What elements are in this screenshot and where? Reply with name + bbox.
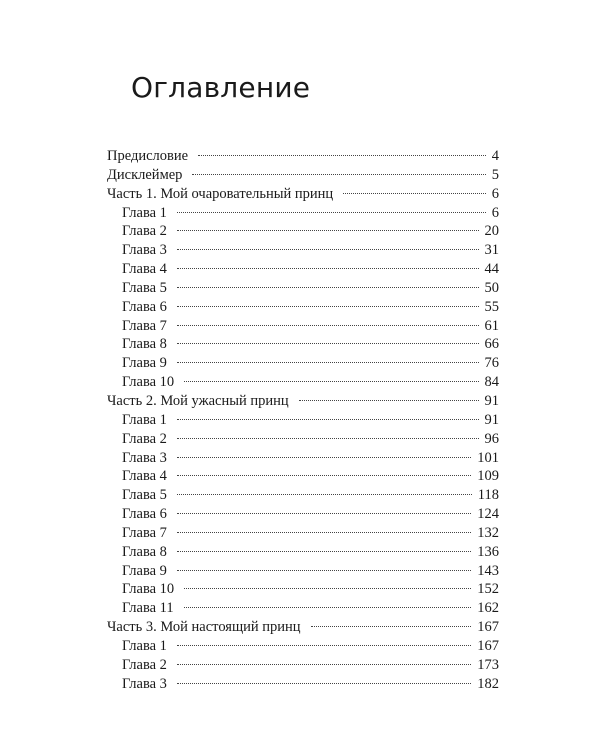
toc-entry-page-number: 44 [484,261,499,278]
toc-dot-leader [177,513,471,514]
toc-entry-label: Глава 9 [122,355,167,372]
toc-entry-chapter[interactable] [107,580,499,599]
toc-entry-label: Часть 2. Мой ужасный принц [107,392,289,409]
toc-entry-chapter[interactable] [107,354,499,373]
toc-entry-chapter[interactable] [107,524,499,543]
toc-dot-leader [177,475,471,476]
toc-entry-page-number: 6 [491,185,499,202]
toc-entry-page-number: 124 [477,506,499,523]
toc-entry-label: Глава 10 [122,581,175,598]
toc-dot-leader [177,419,479,420]
toc-entry-page-number: 66 [484,336,499,353]
toc-entry-label: Глава 4 [122,261,167,278]
toc-dot-leader [177,664,471,665]
toc-entry-chapter[interactable] [107,599,499,618]
toc-entry-label: Глава 8 [122,543,167,560]
toc-entry-part[interactable] [107,185,499,204]
toc-entry-label: Глава 2 [122,656,167,673]
toc-dot-leader [177,325,479,326]
toc-entry-label: Предисловие [107,148,189,164]
toc-entry-page-number: 162 [477,600,499,617]
toc-entry-page-number: 182 [477,675,499,692]
toc-entry-chapter[interactable] [107,317,499,336]
toc-entry-page-number: 143 [477,562,499,579]
toc-entry-page-number: 167 [477,619,499,636]
toc-entry-label: Дисклеймер [107,166,183,183]
toc-entry-page-number: 173 [477,656,499,673]
toc-entry-label: Глава 3 [122,675,167,692]
toc-entry-part[interactable] [107,166,499,185]
toc-entry-page-number: 61 [484,317,499,334]
toc-entry-chapter[interactable] [107,260,499,279]
toc-entry-label: Глава 10 [122,374,175,391]
toc-entry-label: Глава 7 [122,524,167,541]
toc-dot-leader [192,174,485,175]
toc-dot-leader [343,193,486,194]
toc-dot-leader [177,551,471,552]
toc-entry-page-number: 167 [477,637,499,654]
toc-entry-label: Глава 2 [122,430,167,447]
toc-entry-part[interactable] [107,147,499,166]
toc-dot-leader [184,381,478,382]
toc-entry-label: Глава 1 [122,204,167,221]
toc-dot-leader [177,494,472,495]
toc-entry-label: Глава 6 [122,298,167,315]
toc-entry-page-number: 50 [484,279,499,296]
toc-dot-leader [184,607,472,608]
toc-entry-page-number: 31 [484,242,499,259]
toc-entry-page-number: 91 [484,411,499,428]
toc-dot-leader [184,588,471,589]
toc-entry-label: Глава 6 [122,506,167,523]
toc-entry-page-number: 91 [484,392,499,409]
toc-list [107,147,499,693]
toc-entry-part[interactable] [107,618,499,637]
toc-entry-label: Глава 1 [122,411,167,428]
toc-entry-label: Глава 2 [122,223,167,240]
toc-entry-chapter[interactable] [107,373,499,392]
toc-dot-leader [177,306,479,307]
toc-entry-label: Часть 1. Мой очаровательный принц [107,185,334,202]
toc-dot-leader [177,249,479,250]
toc-entry-chapter[interactable] [107,486,499,505]
toc-entry-page-number: 20 [484,223,499,240]
toc-entry-label: Глава 8 [122,336,167,353]
toc-entry-page-number: 101 [477,449,499,466]
toc-entry-chapter[interactable] [107,279,499,298]
toc-entry-chapter[interactable] [107,222,499,241]
toc-entry-label: Глава 1 [122,637,167,654]
toc-entry-part[interactable] [107,392,499,411]
toc-entry-page-number: 5 [491,166,499,183]
toc-entry-label: Глава 11 [122,600,174,617]
toc-entry-chapter[interactable] [107,411,499,430]
toc-entry-chapter[interactable] [107,505,499,524]
toc-entry-chapter[interactable] [107,637,499,656]
toc-entry-page-number: 152 [477,581,499,598]
toc-entry-label: Глава 7 [122,317,167,334]
toc-dot-leader [177,212,486,213]
toc-entry-page-number: 84 [484,374,499,391]
toc-entry-chapter[interactable] [107,241,499,260]
toc-entry-label: Глава 9 [122,562,167,579]
toc-title: Оглавление [131,71,311,104]
toc-entry-label: Глава 3 [122,449,167,466]
toc-dot-leader [177,683,471,684]
toc-dot-leader [177,645,471,646]
toc-entry-label: Глава 5 [122,487,167,504]
toc-dot-leader [177,457,471,458]
toc-entry-chapter[interactable] [107,562,499,581]
toc-entry-label: Глава 4 [122,468,167,485]
toc-entry-chapter[interactable] [107,298,499,317]
toc-entry-page-number: 132 [477,524,499,541]
toc-dot-leader [299,400,479,401]
toc-entry-chapter[interactable] [107,430,499,449]
toc-dot-leader [177,362,479,363]
toc-entry-label: Часть 3. Мой настоящий принц [107,619,301,636]
toc-entry-page-number: 96 [484,430,499,447]
toc-entry-label: Глава 5 [122,279,167,296]
toc-entry-page-number: 136 [477,543,499,560]
toc-entry-chapter[interactable] [107,335,499,354]
toc-entry-chapter[interactable] [107,204,499,223]
toc-dot-leader [311,626,472,627]
toc-entry-page-number: 76 [484,355,499,372]
toc-entry-page-number: 118 [477,487,499,504]
toc-entry-label: Глава 3 [122,242,167,259]
toc-dot-leader [177,343,479,344]
toc-dot-leader [177,570,471,571]
toc-entry-chapter[interactable] [107,543,499,562]
toc-entry-page-number: 6 [491,204,499,221]
toc-dot-leader [177,532,471,533]
toc-dot-leader [177,287,479,288]
toc-entry-chapter[interactable] [107,675,499,694]
toc-dot-leader [177,438,479,439]
toc-entry-page-number: 55 [484,298,499,315]
toc-entry-chapter[interactable] [107,467,499,486]
toc-entry-page-number: 109 [477,468,499,485]
toc-dot-leader [198,155,486,156]
toc-dot-leader [177,268,479,269]
toc-entry-chapter[interactable] [107,656,499,675]
toc-entry-page-number: 4 [491,148,499,164]
toc-dot-leader [177,230,479,231]
toc-entry-chapter[interactable] [107,449,499,468]
